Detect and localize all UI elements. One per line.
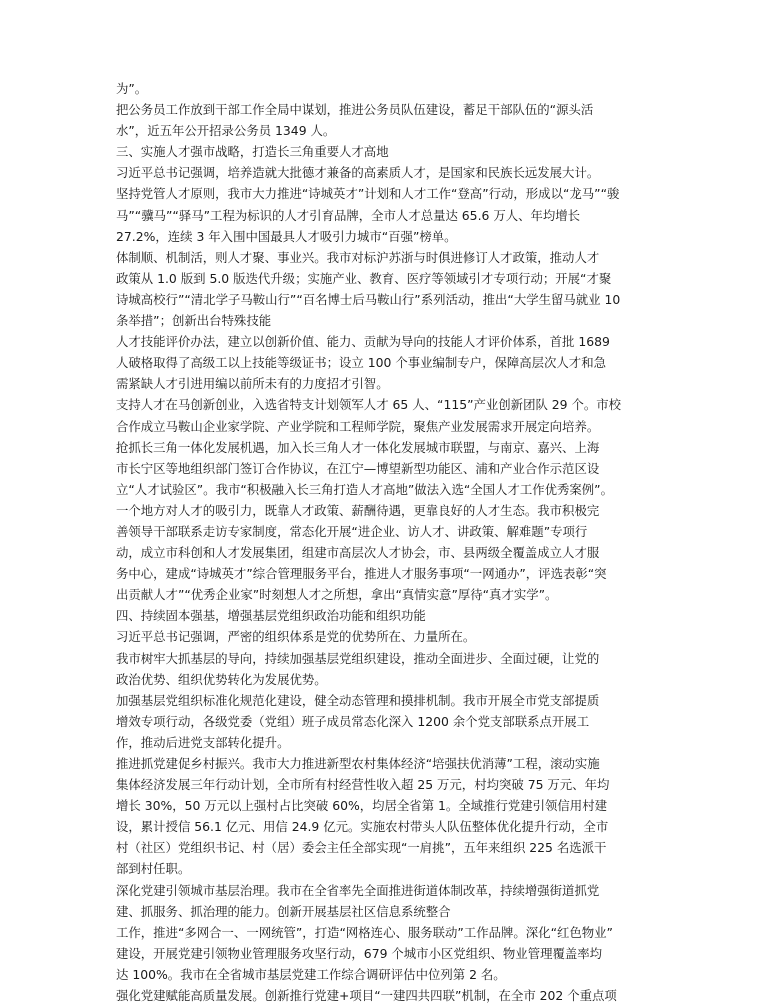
text-line: 诗城高校行”“清北学子马鞍山行”“百名博士后马鞍山行”系列活动，推出“大学生留马就业 10 xyxy=(116,291,621,307)
text-line: 达 100%。我市在全省城市基层党建工作综合调研评估中位列第 2 名。 xyxy=(116,966,506,982)
text-line: 加强基层党组织标准化规范化建设，健全动态管理和摸排机制。我市开展全市党支部提质 xyxy=(116,692,600,708)
text-line: 工作，推进“多网合一、一网统管”，打造“网格连心、服务联动”工作品牌。深化“红色物业” xyxy=(116,924,613,940)
text-line: 政治优势、组织优势转化为发展优势。 xyxy=(116,671,327,687)
text-line: 人破格取得了高级工以上技能等级证书；设立 100 个事业编制专户，保障高层次人才和急 xyxy=(116,355,606,371)
text-line: 村（社区）党组织书记、村（居）委会主任全部实现“一肩挑”，五年来组织 225 名选派干 xyxy=(116,840,607,856)
text-line: 坚持党管人才原则，我市大力推进“诗城英才”计划和人才工作“登高”行动，形成以“龙马”“骏 xyxy=(116,186,620,202)
text-line: 部到村任职。 xyxy=(116,861,191,877)
text-line: 集体经济发展三年行动计划，全市所有村经营性收入超 25 万元，村均突破 75 万元、年均 xyxy=(116,777,610,793)
text-line: 人才技能评价办法，建立以创新价值、能力、贡献为导向的技能人才评价体系，首批 1689 xyxy=(116,334,610,350)
text-line: 善领导干部联系走访专家制度，常态化开展“进企业、访人才、讲政策、解难题”专项行 xyxy=(116,523,588,539)
text-line: 立“人才试验区”。我市“积极融入长三角打造人才高地”做法入选“全国人才工作优秀案例”。 xyxy=(116,481,613,497)
text-line: 推进抓党建促乡村振兴。我市大力推进新型农村集体经济“培强扶优消薄”工程，滚动实施 xyxy=(116,756,600,771)
text-line: 政策从 1.0 版到 5.0 版迭代升级；实施产业、教育、医疗等领域引才专项行动；开展“才聚 xyxy=(116,270,612,286)
text-line: 动，成立市科创和人才发展集团，组建市高层次人才协会，市、县两级全覆盖成立人才服 xyxy=(116,545,600,561)
document-body xyxy=(116,78,656,1006)
text-line: 把公务员工作放到干部工作全局中谋划，推进公务员队伍建设，蓄足干部队伍的“源头活 xyxy=(116,102,594,118)
text-line: 习近平总书记强调，培养造就大批德才兼备的高素质人才，是国家和民族长远发展大计。 xyxy=(116,165,600,181)
text-line: 增效专项行动，各级党委（党组）班子成员常态化深入 1200 余个党支部联系点开展工 xyxy=(116,713,590,729)
text-line: 一个地方对人才的吸引力，既靠人才政策、薪酬待遇，更靠良好的人才生态。我市积极完 xyxy=(116,502,600,518)
text-line: 需紧缺人才引进用编以前所未有的力度招才引智。 xyxy=(116,376,389,392)
text-line: 体制顺、机制活，则人才聚、事业兴。我市对标沪苏浙与时俱进修订人才政策，推动人才 xyxy=(116,249,600,265)
text-line: 为”。 xyxy=(116,81,148,96)
text-line: 强化党建赋能高质量发展。创新推行党建+项目“一建四共四联”机制，在全市 202 个重点项 xyxy=(116,988,617,1004)
text-line: 条举措”；创新出台特殊技能 xyxy=(116,313,272,329)
text-line: 建、抓服务、抓治理的能力。创新开展基层社区信息系统整合 xyxy=(116,903,451,919)
text-line: 增长 30%，50 万元以上强村占比突破 60%，均居全省第 1。全域推行党建引领信用村建 xyxy=(116,798,607,814)
text-line: 习近平总书记强调，严密的组织体系是党的优势所在、力量所在。 xyxy=(116,629,476,645)
text-line: 务中心，建成“诗城英才”综合管理服务平台，推进人才服务事项“一网通办”，评选表彰“突 xyxy=(116,566,607,582)
text-line: 马”“骥马”“驿马”工程为标识的人才引育品牌，全市人才总量达 65.6 万人、年均增长 xyxy=(116,207,581,223)
text-line: 我市树牢大抓基层的导向，持续加强基层党组织建设，推动全面进步、全面过硬，让党的 xyxy=(116,650,600,666)
text-line: 合作成立马鞍山企业家学院、产业学院和工程师学院，聚焦产业发展需求开展定向培养。 xyxy=(116,418,600,434)
text-line: 27.2%，连续 3 年入围中国最具人才吸引力城市“百强”榜单。 xyxy=(116,228,457,244)
text-line: 出贡献人才”“优秀企业家”时刻想人才之所想，拿出“真情实意”厚待“真才实学”。 xyxy=(116,587,558,603)
text-line: 深化党建引领城市基层治理。我市在全省率先全面推进街道体制改革，持续增强街道抓党 xyxy=(116,882,600,898)
text-line: 作，推动后进党支部转化提升。 xyxy=(116,734,290,750)
text-line: 水”，近五年公开招录公务员 1349 人。 xyxy=(116,123,336,139)
text-line: 抢抓长三角一体化发展机遇，加入长三角人才一体化发展城市联盟，与南京、嘉兴、上海 xyxy=(116,439,600,455)
text-line: 设，累计授信 56.1 亿元、用信 24.9 亿元。实施农村带头人队伍整体优化提升行动，全市 xyxy=(116,819,609,835)
text-line: 市长宁区等地组织部门签订合作协议，在江宁—博望新型功能区、浦和产业合作示范区设 xyxy=(116,460,600,476)
text-line: 四、持续固本强基，增强基层党组织政治功能和组织功能 xyxy=(116,608,426,624)
text-line: 建设，开展党建引领物业管理服务攻坚行动，679 个城市小区党组织、物业管理覆盖率均 xyxy=(116,945,603,961)
text-line: 支持人才在马创新创业，入选省特支计划领军人才 65 人、“115”产业创新团队 29 个。市校 xyxy=(116,397,622,413)
text-line: 三、实施人才强市战略，打造长三角重要人才高地 xyxy=(116,144,389,160)
